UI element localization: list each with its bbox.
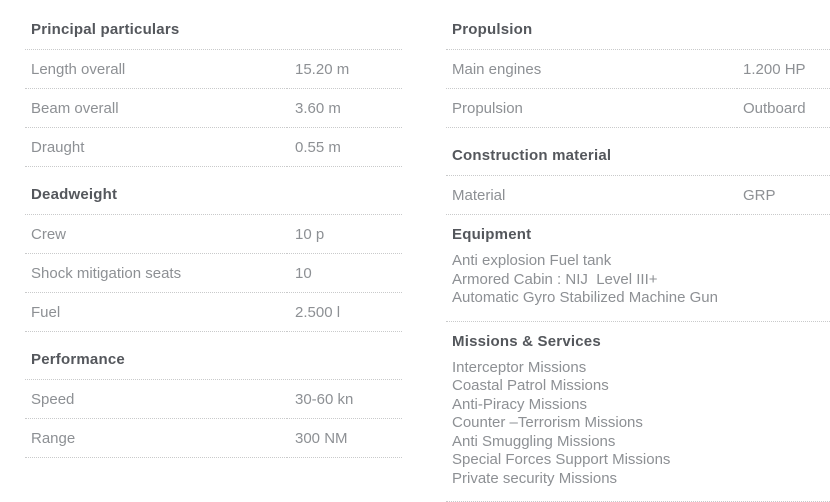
spec-row: [25, 293, 402, 332]
section-propulsion: [446, 2, 830, 128]
spec-row: [446, 50, 830, 89]
spec-label: Speed: [25, 380, 287, 419]
spec-row: [25, 254, 402, 293]
section-title: Construction material: [446, 128, 830, 176]
spec-row: [25, 128, 402, 167]
specs-right-column: [446, 0, 830, 502]
section-performance: [25, 332, 402, 458]
section-deadweight: [25, 167, 402, 332]
spec-value: 3.60 m: [287, 89, 402, 128]
spec-label: Main engines: [446, 50, 737, 89]
spec-value: 30-60 kn: [287, 380, 402, 419]
spec-row: [25, 89, 402, 128]
spec-value: 300 NM: [287, 419, 402, 458]
spec-row: [25, 380, 402, 419]
spec-label: Fuel: [25, 293, 287, 332]
spec-value: 1.200 HP: [737, 50, 830, 89]
spec-label: Beam overall: [25, 89, 287, 128]
section-title: Equipment: [452, 226, 532, 243]
section-title: Deadweight: [25, 167, 402, 215]
spec-row: [25, 215, 402, 254]
mission-item: Private security Missions: [452, 469, 618, 487]
equipment-item: Armored Cabin : NIJ Level III+: [452, 270, 658, 288]
mission-item: Anti-Piracy Missions: [452, 395, 588, 413]
section-title: Principal particulars: [25, 2, 402, 50]
mission-item: Special Forces Support Missions: [452, 451, 671, 468]
spec-label: Material: [446, 176, 737, 215]
section-equipment: [446, 215, 830, 322]
section-construction-material: [446, 128, 830, 215]
spec-value: Outboard: [737, 89, 830, 128]
section-title: Missions & Services: [452, 332, 601, 350]
spec-row: [25, 419, 402, 458]
spec-value: 15.20 m: [287, 50, 402, 89]
spec-label: Length overall: [25, 50, 287, 89]
mission-item: Coastal Patrol Missions: [452, 377, 609, 394]
equipment-item: Anti explosion Fuel tank: [452, 252, 612, 269]
specs-left-column: [25, 0, 402, 458]
mission-item: Interceptor Missions: [452, 358, 587, 376]
spec-value: GRP: [737, 176, 830, 215]
spec-row: [446, 89, 830, 128]
spec-row: [446, 176, 830, 215]
spec-row: [25, 50, 402, 89]
spec-value: 10: [287, 254, 402, 293]
spec-label: Shock mitigation seats: [25, 254, 287, 293]
spec-value: 2.500 l: [287, 293, 402, 332]
spec-label: Draught: [25, 128, 287, 167]
section-title: Performance: [25, 332, 402, 380]
equipment-item: Automatic Gyro Stabilized Machine Gun: [452, 289, 718, 306]
spec-value: 10 p: [287, 215, 402, 254]
spec-label: Propulsion: [446, 89, 737, 128]
section-missions-services: [446, 322, 830, 502]
missions-list: [446, 349, 830, 502]
equipment-list: [446, 242, 830, 322]
mission-item: Counter –Terrorism Missions: [452, 414, 643, 431]
spec-label: Range: [25, 419, 287, 458]
spec-label: Crew: [25, 215, 287, 254]
section-title: Propulsion: [446, 2, 830, 50]
section-principal-particulars: [25, 2, 402, 167]
mission-item: Anti Smuggling Missions: [452, 432, 616, 450]
spec-value: 0.55 m: [287, 128, 402, 167]
